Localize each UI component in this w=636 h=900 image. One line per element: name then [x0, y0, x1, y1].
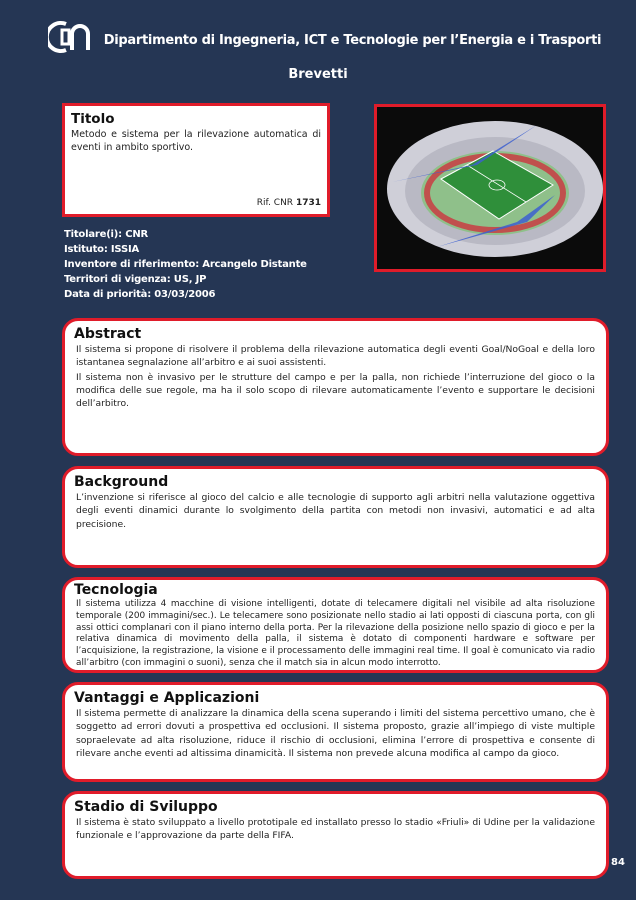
- stadio-section: [62, 791, 609, 879]
- page-number: 84: [611, 857, 625, 868]
- vantaggi-section: [62, 682, 609, 782]
- background-section: [62, 466, 609, 568]
- tecnologia-heading: Tecnologia: [74, 582, 158, 598]
- patent-metadata: [64, 227, 307, 302]
- titolo-text: Metodo e sistema per la rilevazione automatica di eventi in ambito sportivo.: [71, 129, 321, 154]
- rif-number: 1731: [295, 198, 321, 208]
- vantaggi-text: Il sistema permette di analizzare la dinamica della scena superando i limiti del sistema percettivo umano, che è soggetto ad errori dovuti a prospettiva ed occlusioni. Il sistema proposto, grazie all’impiego di viste multiple sopraelevate ad alta risoluzione, riduce il rischio di occlusioni, elimina l’errore di prospettiva e consente di rilevare anche eventi ad altissima dinamicità. Il sistema non prevede alcuna modifica al campo da gioco.: [76, 708, 595, 760]
- abstract-p1: Il sistema si propone di risolvere il problema della rilevazione automatica degli eventi Goal/NoGoal e della loro istantanea segnalazione all’arbitro e ai suoi assistenti.: [76, 344, 595, 369]
- titolare: Titolare(i): CNR: [64, 229, 149, 240]
- data-priorita: Data di priorità: 03/03/2006: [64, 289, 216, 300]
- titolo-heading: Titolo: [71, 111, 115, 127]
- tecnologia-text: Il sistema utilizza 4 macchine di visione intelligenti, dotate di telecamere digitali nel visibile ad alta risoluzione temporale (200 immagini/sec.). Le telecamere sono posizionate nello stadio ai lati opposti di ciascuna porta, con gli assi ottici complanari con il piano interno della porta. Per la rilevazione della posizione nello spazio di gioco e per la relativa dinamica di movimento della palla, il sistema è dotato di componenti hardware e software per l’acquisizione, la registrazione, la visione e il processamento delle immagini real time. Il goal è comunicato via radio all’arbitro (con immagini o suoni), senza che il match sia in alcun modo interrotto.: [76, 599, 595, 668]
- abstract-p2: Il sistema non è invasivo per le strutture del campo e per la palla, non richiede l’interruzione del gioco o la modifica delle sue regole, ma ha il solo scopo di rilevare automaticamente l’evento e supportare le decisioni dell’arbitro.: [76, 371, 595, 410]
- page-subtitle: Brevetti: [288, 67, 348, 82]
- rif-label: Rif. CNR: [256, 198, 294, 208]
- background-text: L’invenzione si riferisce al gioco del calcio e alle tecnologie di supporto agli arbitri nella valutazione oggettiva degli eventi dinamici durante lo svolgimento della partita con metodi non invasivi, automatici e ad alta precisione.: [76, 492, 595, 530]
- tecnologia-section: [62, 577, 609, 673]
- abstract-heading: Abstract: [74, 326, 142, 342]
- cnr-logo: [48, 20, 90, 54]
- background-heading: Background: [74, 474, 169, 490]
- stadio-text: Il sistema è stato sviluppato a livello prototipale ed installato presso lo stadio «Friuli» di Udine per la validazione funzionale e l’approvazione da parte della FIFA.: [76, 817, 595, 842]
- istituto: Istituto: ISSIA: [64, 244, 140, 255]
- titolo-box: [62, 103, 330, 217]
- vantaggi-heading: Vantaggi e Applicazioni: [74, 690, 260, 706]
- inventore: Inventore di riferimento: Arcangelo Distante: [64, 259, 307, 270]
- territori: Territori di vigenza: US, JP: [64, 274, 207, 285]
- department-title: Dipartimento di Ingegneria, ICT e Tecnologie per l’Energia e i Trasporti: [103, 33, 602, 48]
- stadio-heading: Stadio di Sviluppo: [74, 799, 218, 815]
- abstract-section: [62, 318, 609, 456]
- rif-cnr: [257, 198, 321, 208]
- stadium-image: [374, 104, 606, 272]
